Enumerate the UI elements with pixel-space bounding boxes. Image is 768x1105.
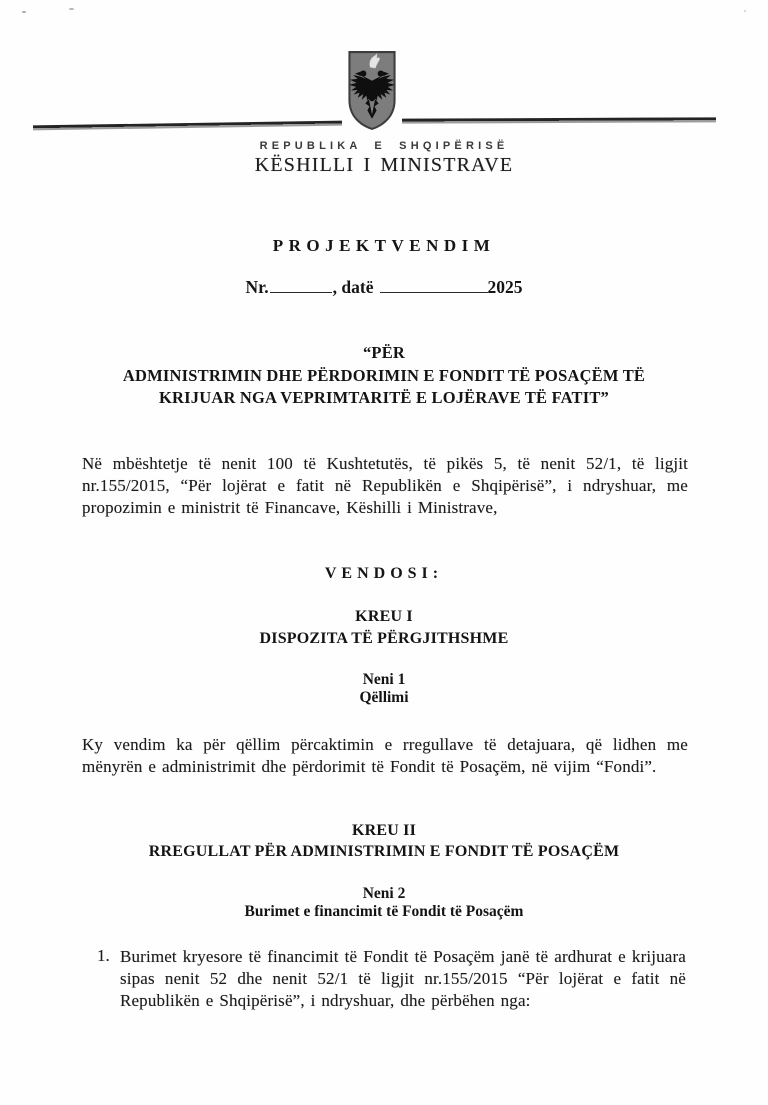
list-item-number: 1. <box>97 946 110 965</box>
header-rule-right <box>402 117 716 123</box>
scan-speck <box>69 8 74 10</box>
number-label: Nr. <box>245 277 269 297</box>
article-1-body: Ky vendim ka për qëllim përcaktimin e rregullave të detajuara, që lidhen me mënyrën e administrimit dhe përdorimit të Fondit të Posaçëm, në vijim “Fondi”. <box>82 735 688 776</box>
date-label: , datë <box>332 277 374 297</box>
header-rule-left <box>33 121 342 131</box>
list-item-text: Burimet kryesore të financimit të Fondit të Posaçëm janë të ardhurat e krijuara sipas nenit 52 dhe nenit 52/1 të ligjit nr.155/2015 “Për lojërat e fatit në Republikën e Shqipërisë”, i ndryshuar, dhe përbëhen nga: <box>120 947 686 1010</box>
albanian-coat-of-arms-icon <box>346 49 398 131</box>
decree-title-line3: KRIJUAR NGA VEPRIMTARITË E LOJËRAVE TË FATIT” <box>159 388 609 407</box>
number-date-line <box>0 277 768 298</box>
date-blank-field <box>380 278 488 293</box>
chapter-2-heading <box>0 820 768 862</box>
decision-word: VENDOSI: <box>324 565 444 582</box>
year-value: 2025 <box>487 277 523 297</box>
scan-speck <box>744 10 746 12</box>
republic-name: REPUBLIKA E SHQIPËRISË <box>259 140 509 152</box>
chapter-2-title: RREGULLAT PËR ADMINISTRIMIN E FONDIT TË POSAÇËM <box>148 843 620 860</box>
institution-name: KËSHILLI I MINISTRAVE <box>254 154 514 176</box>
article-1-title: Qëllimi <box>359 689 409 706</box>
number-blank-field <box>270 278 332 293</box>
chapter-1-title: DISPOZITA TË PËRGJITHSHME <box>259 630 509 647</box>
chapter-2-number: KREU II <box>351 822 417 839</box>
article-2-heading <box>0 885 768 921</box>
preamble-paragraph: Në mbështetje të nenit 100 të Kushtetutës, të pikës 5, të nenit 52/1, të ligjit nr.155/2015, “Për lojërat e fatit në Republikën e Shqipërisë”, i ndryshuar, me propozimin e ministrit të Financave, Këshilli i Ministrave, <box>82 454 688 517</box>
chapter-1-heading <box>0 606 768 650</box>
decree-title-line2: ADMINISTRIMIN DHE PËRDORIMIN E FONDIT TË POSAÇËM TË <box>122 365 646 385</box>
article-1-number: Neni 1 <box>362 671 406 688</box>
article-2-item-1 <box>97 946 686 1011</box>
article-2-title: Burimet e financimit të Fondit të Posaçëm <box>244 903 524 920</box>
decree-title-line1: “PËR <box>362 343 406 362</box>
document-type-title: PROJEKTVENDIM <box>272 236 496 255</box>
article-1-heading <box>0 671 768 707</box>
decree-title <box>0 342 768 410</box>
scan-speck <box>22 11 26 13</box>
article-2-number: Neni 2 <box>362 885 406 902</box>
chapter-1-number: KREU I <box>355 608 413 625</box>
